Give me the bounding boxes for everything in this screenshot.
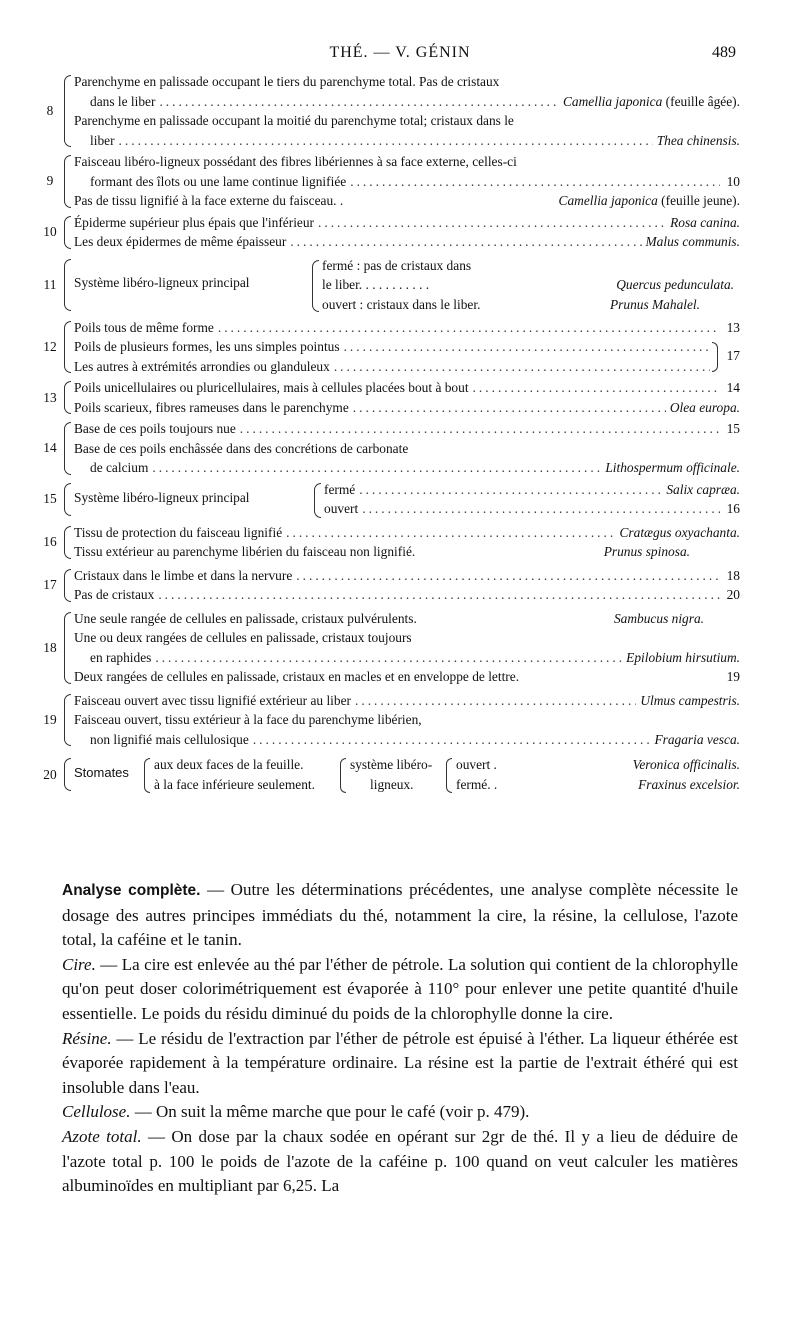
key-line: à la face inférieure seulement. [154, 776, 315, 792]
key-note: (feuille jeune). [657, 193, 740, 208]
leader-dots [152, 458, 601, 478]
brace [64, 422, 71, 475]
species-name: Salix capræa. [666, 481, 740, 497]
inner-brace [144, 758, 150, 793]
key-line: Pas de tissu lignifié à la face externe du faisceau. . [74, 193, 344, 208]
key-line: le liber. . . . . . . . . . . [322, 277, 430, 292]
leader-dots [359, 480, 662, 500]
species-name: Epilobium hirsutium. [626, 649, 740, 665]
leader-dots [218, 318, 720, 338]
species-name: Sambucus nigra. [613, 610, 704, 626]
key-line: Deux rangées de cellules en palissade, cristaux en macles et en enveloppe de lettre. [74, 669, 520, 684]
key-entry-10 [40, 213, 740, 252]
key-entry-8 [40, 72, 740, 150]
lead-number: 10 [726, 173, 740, 189]
entry-number: 8 [46, 103, 54, 118]
species-name: Ulmus campestris. [640, 692, 740, 708]
leader-dots [119, 131, 653, 151]
inner-brace [314, 483, 321, 518]
key-line: fermé. . [456, 776, 498, 792]
leader-dots [155, 648, 622, 668]
species-name: Quercus pedunculata. [616, 277, 734, 292]
key-line: Une ou deux rangées de cellules en palissade, cristaux toujours [74, 630, 412, 645]
section-heading: Cellulose. [62, 1102, 131, 1122]
section-heading: Analyse complète. [62, 882, 201, 899]
key-line: Base de ces poils enchâssée dans des concrétions de carbonate [74, 440, 409, 456]
leader-dots [350, 172, 720, 192]
paragraph-text: — La cire est enlevée au thé par l'éther de pétrole. La solution qui contient de la chlorophylle qu'on peut doser colorimétriquement est évaporée à 110° pour enlever une petite quantité d'huile essentielle. Le poids du résidu diminué du poids de la chlorophylle donne la cire. [62, 954, 738, 1023]
key-line: liber [90, 132, 115, 148]
leader-dots [353, 398, 666, 418]
key-line: ouvert . [456, 757, 497, 772]
key-line: aux deux faces de la feuille. [154, 757, 304, 772]
leader-dots [253, 730, 651, 750]
brace [64, 612, 71, 684]
page-header [0, 44, 800, 68]
species-name: Camellia japonica [558, 193, 658, 208]
leader-dots [362, 499, 720, 519]
entry-number: 12 [43, 338, 57, 354]
lead-number: 19 [726, 669, 740, 684]
brace [64, 758, 71, 791]
paragraph [62, 1125, 738, 1199]
species-name: Cratægus oxyachanta. [619, 524, 740, 540]
brace [64, 694, 71, 747]
key-entry-9 [40, 152, 740, 211]
key-entry-14 [40, 419, 740, 478]
brace [64, 381, 71, 414]
key-line: Stomates [74, 765, 129, 780]
key-line: Faisceau ouvert, tissu extérieur à la face du parenchyme libérien, [74, 712, 422, 727]
entry-number: 9 [46, 173, 54, 189]
species-name: Prunus Mahalel. [609, 296, 700, 312]
species-name: Prunus spinosa. [603, 544, 690, 559]
key-line: Tissu extérieur au parenchyme libérien du faisceau non lignifié. [74, 544, 416, 559]
page-number: 489 [712, 44, 736, 61]
inner-brace [312, 260, 319, 312]
key-line: Épiderme supérieur plus épais que l'inférieur [74, 214, 315, 230]
species-name: Veronica officinalis. [632, 757, 740, 772]
paragraph-text: — Outre les déterminations précédentes, une analyse complète nécessite le dosage des autres principes immédiats du thé, notamment la cire, la résine, la cellulose, l'azote total, la caféine et le tanin. [62, 880, 738, 950]
key-line: Parenchyme en palissade occupant la moitié du parenchyme total; cristaux dans le [74, 113, 514, 128]
leader-dots [286, 523, 615, 543]
brace [64, 75, 71, 147]
species-name: Rosa canina. [670, 214, 740, 230]
key-line: Parenchyme en palissade occupant le tiers du parenchyme total. Pas de cristaux [74, 74, 500, 89]
key-line: Les deux épidermes de même épaisseur [74, 234, 287, 249]
key-entry-13 [40, 378, 740, 417]
leader-dots [296, 566, 720, 586]
brace [64, 155, 71, 208]
key-line: Les autres à extrémités arrondies ou glanduleux [74, 358, 330, 374]
key-line: Système libéro-ligneux principal [74, 274, 250, 290]
brace [64, 483, 71, 516]
species-name: Lithospermum officinale. [605, 460, 740, 475]
key-line: Poils scarieux, fibres rameuses dans le parenchyme [74, 399, 349, 415]
lead-number: 14 [726, 380, 740, 395]
paragraph [62, 878, 738, 953]
key-line: non lignifié mais cellulosique [90, 731, 249, 747]
section-heading: Cire. [62, 954, 96, 974]
leader-dots [344, 337, 710, 357]
key-entry-12 [40, 318, 740, 377]
key-line: Pas de cristaux [74, 587, 155, 602]
key-line: Poils de plusieurs formes, les uns simples pointus [74, 339, 340, 354]
species-name: Fragaria vesca. [654, 731, 740, 747]
key-line: ligneux. [370, 776, 414, 792]
entry-number: 19 [43, 711, 57, 727]
entry-number: 17 [43, 577, 57, 592]
key-entry-15 [40, 480, 740, 519]
paragraph-text: — Le résidu de l'extraction par l'éther de pétrole est épuisé à l'éther. La liqueur éthérée est évaporée rapidement à la température ordinaire. La résine est la partie de l'extrait éthéré qui est insoluble dans l'eau. [62, 1028, 738, 1097]
brace [64, 569, 71, 602]
key-line: Poils unicellulaires ou pluricellulaires, mais à cellules placées bout à bout [74, 380, 469, 395]
key-line: ouvert [324, 501, 359, 516]
species-name: Malus communis. [645, 234, 740, 249]
key-entry-20 [40, 755, 740, 794]
brace [64, 321, 71, 374]
inner-brace [340, 758, 346, 793]
key-line: Base de ces poils toujours nue [74, 421, 236, 436]
leader-dots [318, 213, 666, 233]
entry-number: 11 [43, 276, 57, 292]
paragraph [62, 1100, 738, 1125]
paragraph [62, 1027, 738, 1101]
key-entry-16 [40, 523, 740, 562]
section-heading: Azote total. [62, 1126, 142, 1146]
paragraph [62, 953, 738, 1027]
leader-dots [473, 378, 720, 398]
key-line: système libéro- [350, 757, 433, 772]
leader-dots [355, 691, 636, 711]
key-line: dans le liber [90, 93, 156, 109]
leader-dots [158, 585, 720, 605]
species-name: Olea europa. [669, 399, 740, 415]
lead-number: 18 [726, 567, 740, 583]
lead-number: 15 [726, 421, 740, 436]
lead-number: 16 [726, 501, 740, 516]
right-brace [712, 342, 718, 372]
entry-number: 20 [43, 766, 57, 782]
species-name: Camellia japonica [562, 93, 663, 109]
entry-number: 18 [43, 639, 57, 655]
brace [64, 526, 71, 559]
key-note: (feuille âgée). [662, 93, 740, 109]
inner-brace [446, 758, 452, 793]
lead-number: 20 [726, 587, 740, 602]
leader-dots [240, 419, 720, 439]
key-line: Cristaux dans le limbe et dans la nervure [74, 567, 293, 583]
brace [64, 259, 71, 311]
paragraph-text: — On dose par la chaux sodée en opérant sur 2gr de thé. Il y a lieu de déduire de l'azote total p. 100 le poids de l'azote de la caféine p. 100 quand on veut calculer les matières albuminoïdes en multipliant par 6,25. La [62, 1126, 738, 1196]
body-text [62, 878, 738, 1199]
section-heading: Résine. [62, 1028, 112, 1048]
key-line: de calcium [90, 460, 149, 475]
running-title: THÉ. — V. GÉNIN [329, 44, 471, 61]
key-line: Faisceau libéro-ligneux possédant des fibres libériennes à sa face externe, celles-ci [74, 154, 517, 169]
key-entry-11 [40, 256, 740, 314]
key-line: fermé [324, 481, 356, 497]
entry-number: 16 [43, 534, 57, 549]
key-line: ouvert : cristaux dans le liber. [322, 296, 481, 312]
key-entry-18 [40, 609, 740, 687]
identification-key [40, 72, 740, 794]
lead-number: 13 [726, 319, 740, 335]
key-line: Système libéro-ligneux principal [74, 489, 250, 505]
species-name: Fraxinus excelsior. [638, 776, 740, 792]
entry-number: 15 [43, 491, 57, 506]
key-line: fermé : pas de cristaux dans [322, 257, 472, 273]
leader-dots [290, 232, 641, 252]
key-line: Faisceau ouvert avec tissu lignifié extérieur au liber [74, 692, 352, 708]
leader-dots [334, 357, 710, 377]
entry-number: 13 [43, 389, 57, 405]
entry-number: 10 [43, 224, 57, 239]
species-name: Thea chinensis. [656, 132, 740, 148]
key-line: Poils tous de même forme [74, 319, 214, 335]
brace [64, 216, 71, 249]
paragraph-text: — On suit la même marche que pour le café (voir p. 479). [130, 1102, 530, 1122]
lead-number: 17 [726, 347, 740, 363]
leader-dots [159, 92, 559, 112]
entry-number: 14 [43, 440, 57, 456]
key-entry-19 [40, 691, 740, 750]
key-line: Une seule rangée de cellules en palissade, cristaux pulvérulents. [74, 610, 417, 626]
key-line: formant des îlots ou une lame continue lignifiée [90, 173, 347, 189]
key-line: en raphides [90, 649, 152, 665]
key-line: Tissu de protection du faisceau lignifié [74, 524, 283, 540]
key-entry-17 [40, 566, 740, 605]
